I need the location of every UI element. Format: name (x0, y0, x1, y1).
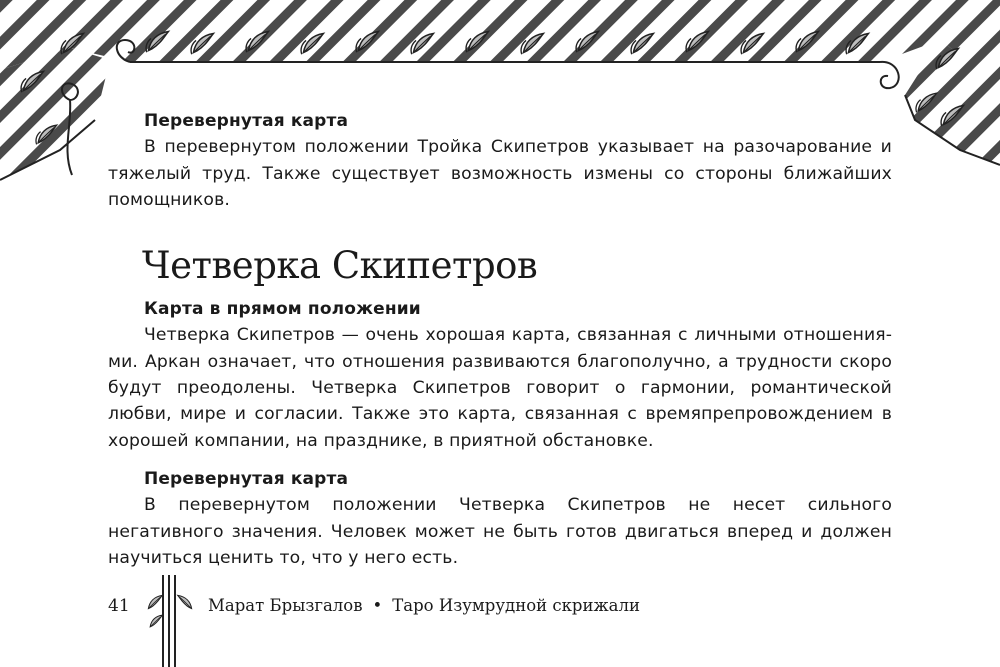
book-title: Таро Изумрудной скрижали (392, 596, 640, 615)
footer-ornament (0, 575, 1000, 667)
subheading-upright-card: Карта в прямом положении (144, 299, 421, 320)
page-number: 41 (108, 596, 130, 616)
author-name: Марат Брызгалов (208, 596, 363, 615)
subheading-reversed-card: Перевернутая карта (144, 111, 349, 131)
paragraph-upright-four: Четверка Скипетров — очень хорошая карта, связанная с личными отношениями. Аркан означает, что отношения развиваются благополучно, а трудности скоро будут преодолены. Четверка Скипетров говорит о гармонии, романтической любви, мире и согласии. Также это карта, связанная с времяпрепровождением в хорошей компании, на празднике, в приятной обстановке. (108, 325, 892, 451)
running-head (208, 596, 640, 615)
chapter-title: Четверка Скипетров (142, 244, 538, 288)
subheading-reversed-card-2: Перевернутая карта (144, 468, 349, 489)
paragraph-reversed-four: В перевернутом положении Четверка Скипетров не несет сильного негативного значения. Человек может не быть готов двигаться вперед и должен научиться ценить то, что у него есть. (108, 495, 892, 568)
paragraph-reversed-three: В перевернутом положении Тройка Скипетров указывает на разочарование и тяжелый труд. Также существует возможность измены со стороны ближайших помощников. (108, 137, 892, 210)
separator-dot: • (372, 596, 383, 615)
page-body (108, 108, 892, 571)
